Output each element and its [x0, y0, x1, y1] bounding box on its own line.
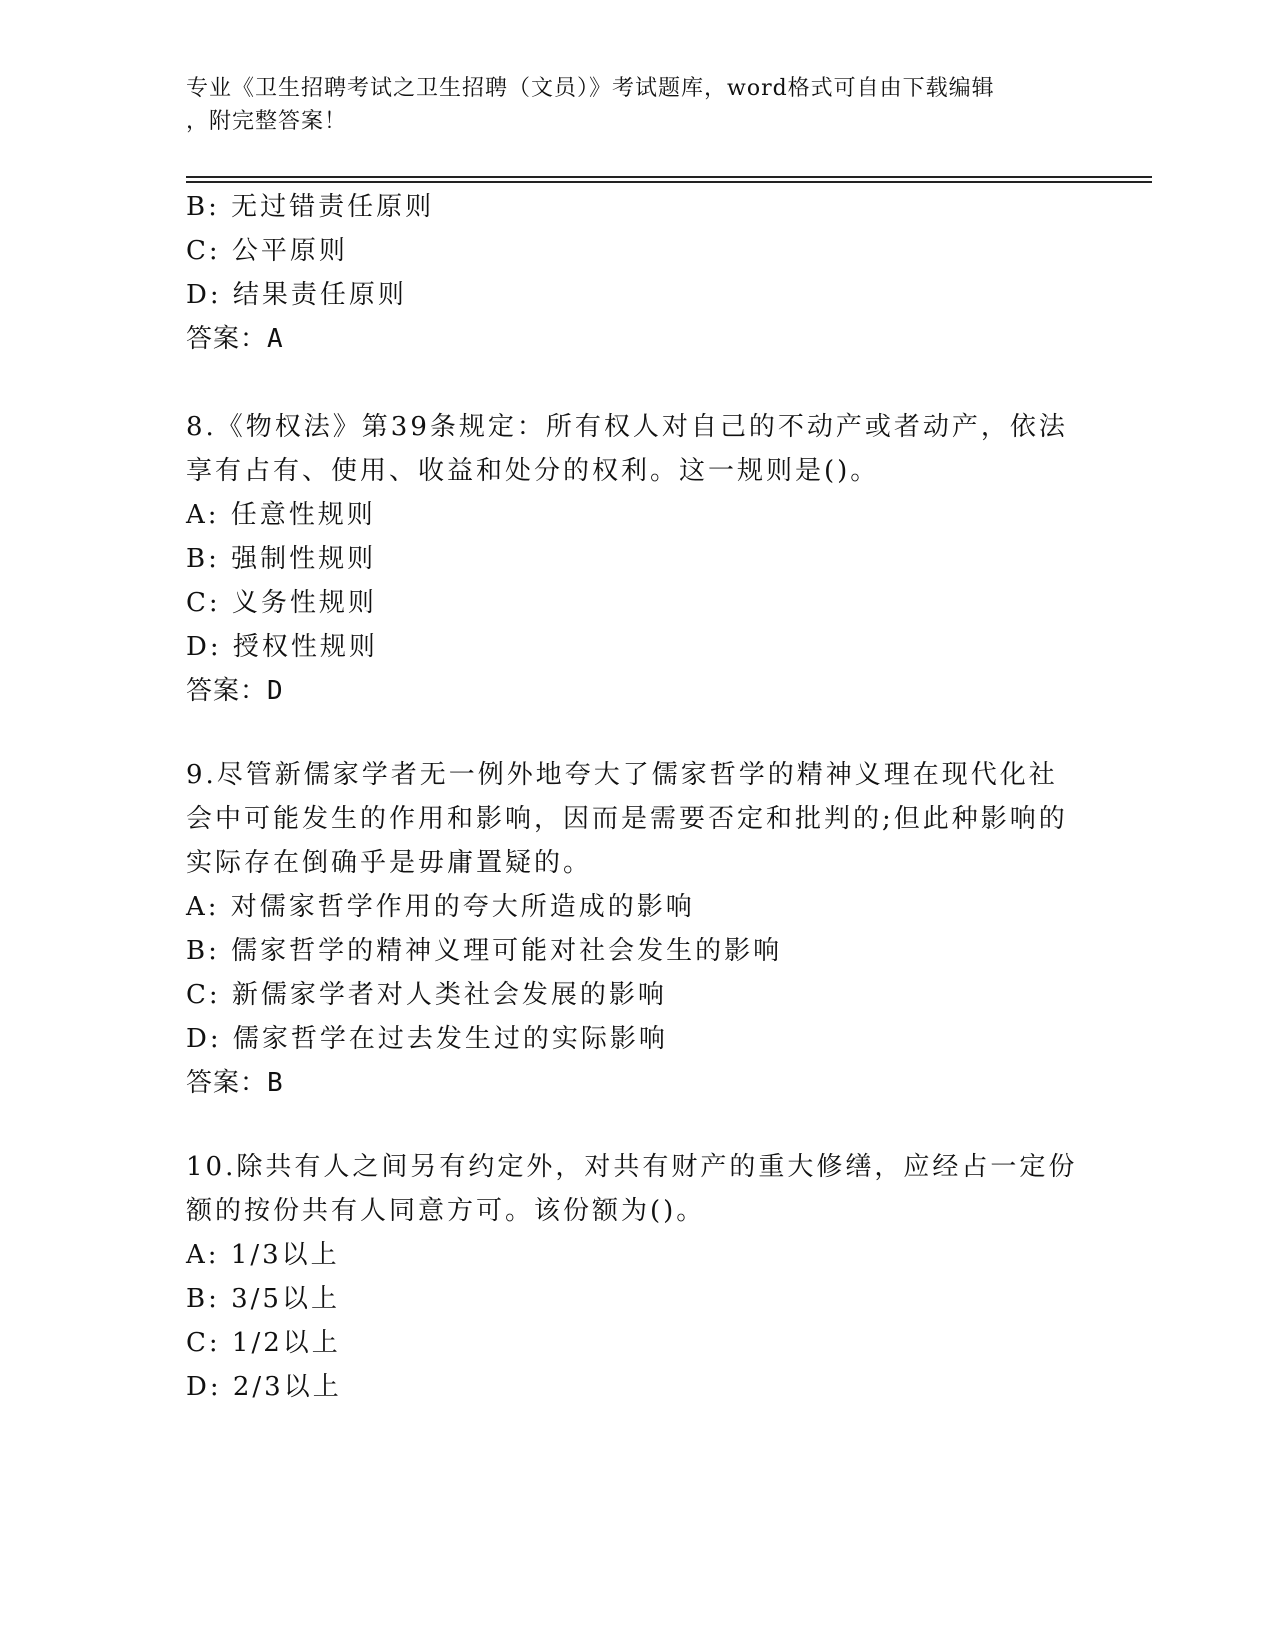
- q10-option-a: A: 1/3以上: [186, 1240, 340, 1270]
- answer-label: 答案：: [186, 1068, 268, 1098]
- answer-label: 答案：: [186, 324, 268, 354]
- q8-option-b: B: 强制性规则: [186, 544, 377, 574]
- header-divider-bottom: [186, 181, 1152, 183]
- answer-value: D: [267, 676, 284, 706]
- document-header: [186, 72, 1066, 138]
- q7-answer: [186, 318, 284, 355]
- q9-stem-line-2: 会中可能发生的作用和影响，因而是需要否定和批判的;但此种影响的: [186, 804, 1068, 834]
- q7-option-c: C: 公平原则: [186, 236, 348, 266]
- q10-option-b: B: 3/5以上: [186, 1284, 340, 1314]
- header-line-2: ，附完整答案！: [186, 109, 348, 134]
- q9-stem-line-1: 9.尽管新儒家学者无一例外地夸大了儒家哲学的精神义理在现代化社: [186, 760, 1058, 790]
- q7-option-d: D: 结果责任原则: [186, 280, 407, 310]
- answer-value: B: [267, 1068, 284, 1098]
- q8-stem-line-1: 8.《物权法》第39条规定：所有权人对自己的不动产或者动产，依法: [186, 412, 1068, 442]
- q10-stem-line-2: 额的按份共有人同意方可。该份额为()。: [186, 1196, 706, 1226]
- q9-answer: [186, 1062, 284, 1099]
- q8-option-c: C: 义务性规则: [186, 588, 377, 618]
- q7-option-b: B: 无过错责任原则: [186, 192, 435, 222]
- q9-option-a: A: 对儒家哲学作用的夸大所造成的影响: [186, 892, 695, 922]
- q10-option-c: C: 1/2以上: [186, 1328, 341, 1358]
- answer-label: 答案：: [186, 676, 268, 706]
- q9-option-b: B: 儒家哲学的精神义理可能对社会发生的影响: [186, 936, 783, 966]
- answer-value: A: [267, 324, 284, 354]
- header-divider-top: [186, 176, 1152, 178]
- q9-option-d: D: 儒家哲学在过去发生过的实际影响: [186, 1024, 668, 1054]
- q9-stem-line-3: 实际存在倒确乎是毋庸置疑的。: [186, 848, 593, 878]
- q8-option-d: D: 授权性规则: [186, 632, 378, 662]
- header-line-1: 专业《卫生招聘考试之卫生招聘（文员）》考试题库，word格式可自由下载编辑: [186, 76, 995, 101]
- q10-option-d: D: 2/3以上: [186, 1372, 342, 1402]
- q8-stem-line-2: 享有占有、使用、收益和处分的权利。这一规则是()。: [186, 456, 880, 486]
- q10-stem-line-1: 10.除共有人之间另有约定外，对共有财产的重大修缮，应经占一定份: [186, 1152, 1078, 1182]
- q9-option-c: C: 新儒家学者对人类社会发展的影响: [186, 980, 667, 1010]
- q8-option-a: A: 任意性规则: [186, 500, 376, 530]
- q8-answer: [186, 670, 284, 707]
